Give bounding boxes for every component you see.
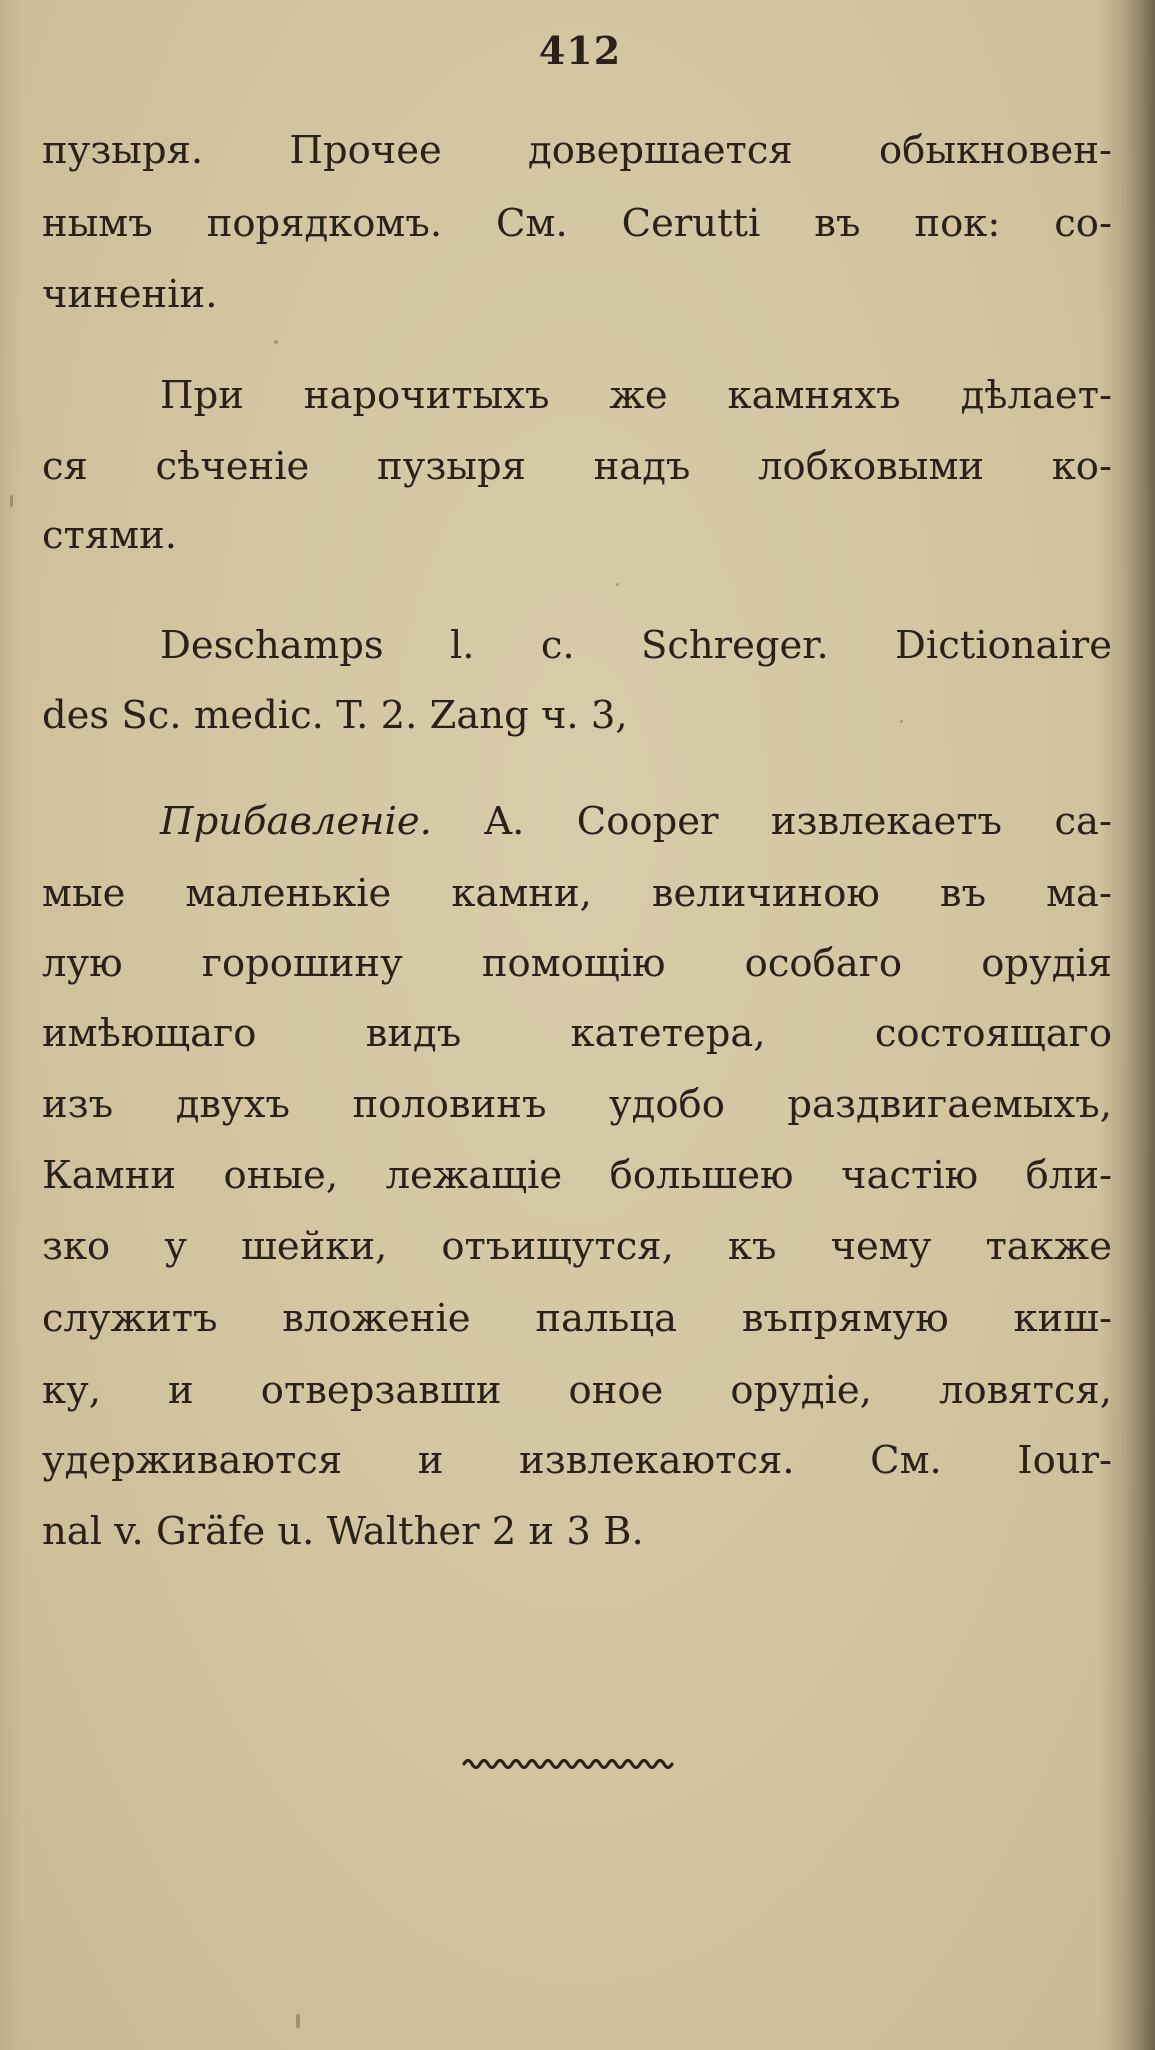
text-line: ку, и отверзавши оное орудіе, ловятся, [42, 1368, 1112, 1413]
line-text: A. Cooper извлекаетъ са- [484, 799, 1112, 844]
text-line: имѣющаго видъ катетера, состоящаго [42, 1011, 1112, 1056]
paper-speck [10, 495, 13, 507]
text-line: зко у шейки, отъищутся, къ чему также [42, 1224, 1112, 1269]
text-line: При нарочитыхъ же камняхъ дѣлает- [160, 373, 1112, 418]
text-line: стями. [42, 513, 177, 558]
text-line: удерживаются и извлекаются. См. Iour- [42, 1438, 1112, 1483]
text-line: Камни оные, лежащіе большею частію бли- [42, 1153, 1112, 1198]
text-line: ся сѣченіе пузыря надъ лобковыми ко- [42, 444, 1112, 489]
text-line: служитъ вложеніе пальца въпрямую киш- [42, 1296, 1112, 1341]
text-line: нымъ порядкомъ. См. Cerutti въ пок: со- [42, 201, 1112, 246]
paper-speck [616, 583, 619, 586]
wavy-rule-ornament [462, 1752, 682, 1772]
text-line: изъ двухъ половинъ удобо раздвигаемыхъ, [42, 1082, 1112, 1127]
page-number: 412 [538, 28, 622, 73]
text-line [160, 793, 1112, 851]
text-line: лую горошину помощію особаго орудія [42, 941, 1112, 986]
text-line: чиненіи. [42, 272, 218, 317]
text-line: des Sc. medic. T. 2. Zang ч. 3, [42, 693, 628, 738]
paper-speck [274, 340, 278, 344]
text-line: nal v. Gräfe u. Walther 2 и 3 B. [42, 1509, 644, 1554]
paper-speck [296, 2014, 300, 2028]
italic-lead-word: Прибавленіе. [160, 799, 432, 844]
text-line: пузыря. Прочее довершается обыкновен- [42, 128, 1112, 173]
text-line: мые маленькіе камни, величиною въ ма- [42, 871, 1112, 916]
text-line: Deschamps l. c. Schreger. Dictionaire [160, 623, 1112, 668]
